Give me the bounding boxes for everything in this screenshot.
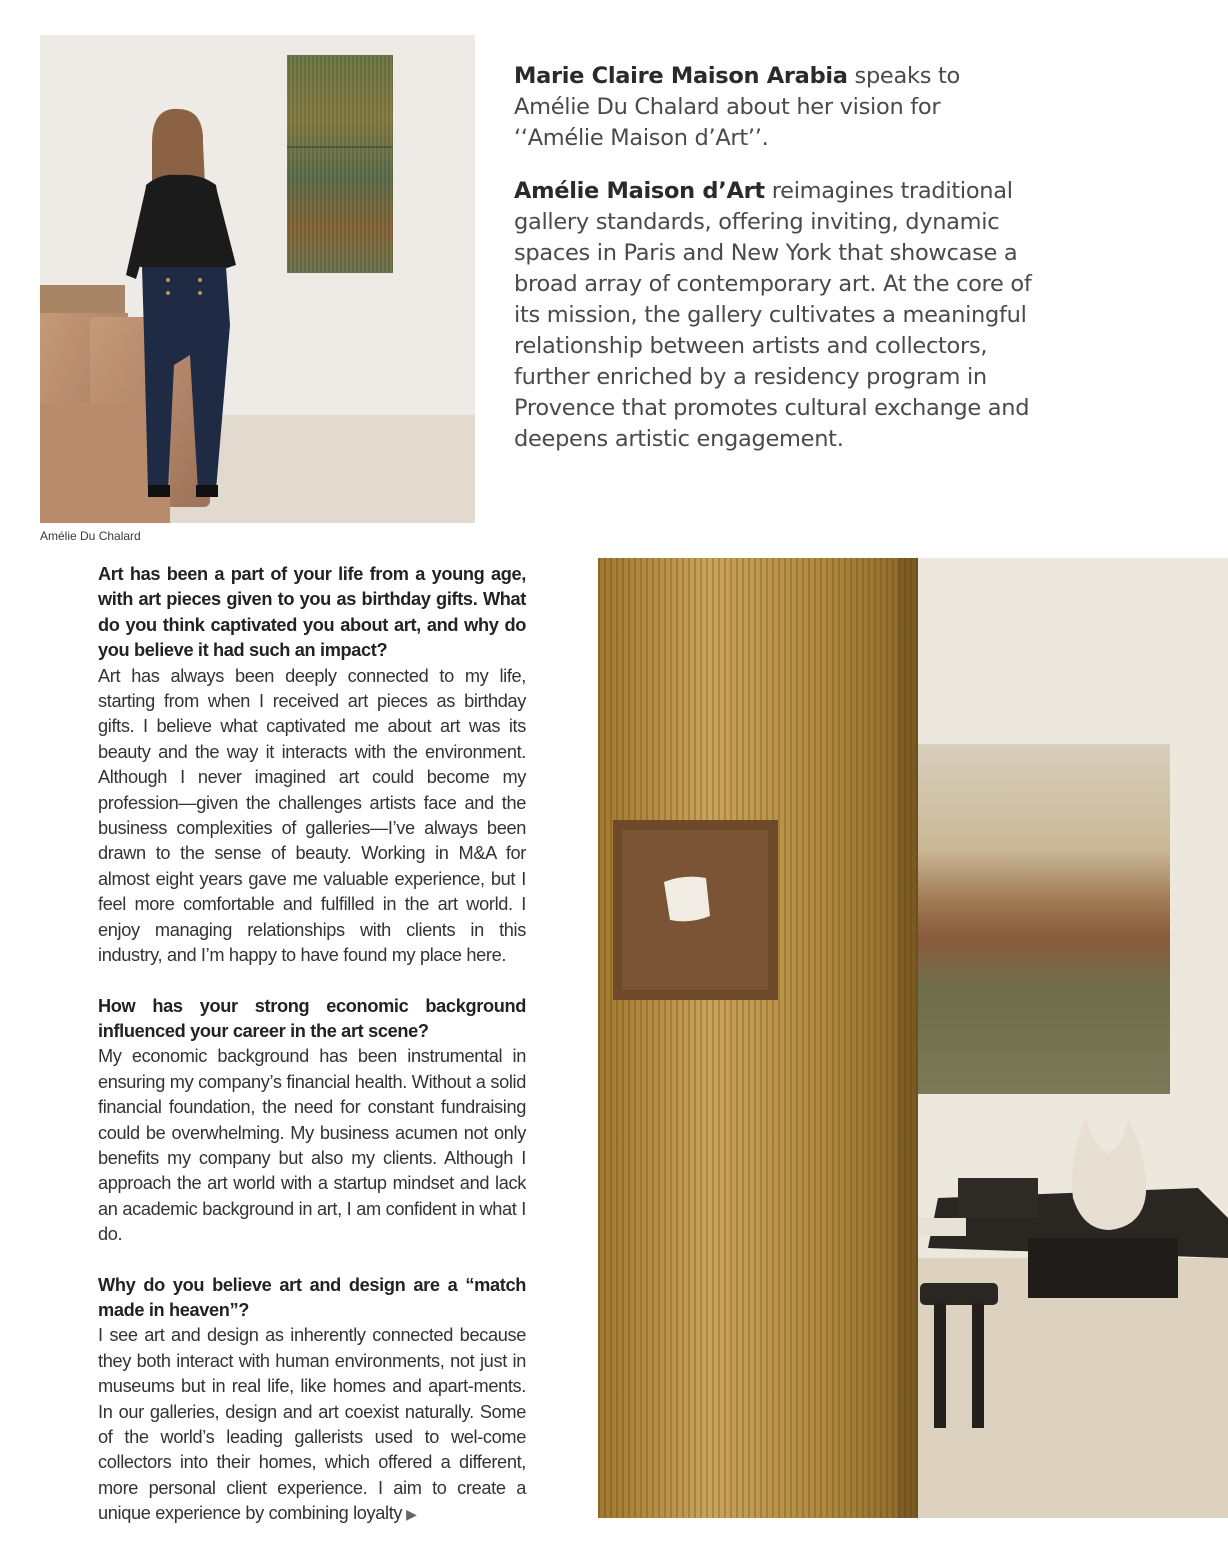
interview-answer-3-wrap xyxy=(98,1323,526,1527)
photo-caption: Amélie Du Chalard xyxy=(40,529,141,543)
interview-question-1: Art has been a part of your life from a young age, with art pieces given to you as birthday gifts. What do you think captivated you about art, and why do you believe it had such an impact? xyxy=(98,564,526,661)
intro-paragraph-1 xyxy=(514,61,1034,154)
interior-illustration xyxy=(598,558,1228,1518)
interview-answer-2: My economic background has been instrumental in ensuring my company’s financial health. Without a solid financial foundation, the need for constant fundraising could be overwhelming. My business acumen not only benefits my company but also my clients. Although I approach the art world with a startup mindset and lack an academic background in art, I am confident in what I do. xyxy=(98,1046,526,1245)
qa-block-2 xyxy=(98,994,526,1248)
interview-article xyxy=(98,562,526,1553)
interview-question-3: Why do you believe art and design are a “match made in heaven”? xyxy=(98,1274,526,1320)
interview-answer-3: I see art and design as inherently connected because they both interact with human environments, not just in museums but in real life, like homes and apart-ments. In our galleries, design and art coexist naturally. Some of the world’s leading gallerists used to wel-come collectors into their homes, which offered a different, more personal client experience. I aim to create a unique experience by combining loyalty xyxy=(98,1325,526,1524)
interview-question-2: How has your strong economic background influenced your career in the art scene? xyxy=(98,995,526,1041)
qa-block-1 xyxy=(98,562,526,969)
intro-block xyxy=(514,61,1034,477)
intro-paragraph-2-text: reimagines traditional gallery standards, offering inviting, dynamic spaces in Paris and New York that showcase a broad array of contemporary art. At the core of its mission, the gallery cultivates a meaningful relationship between artists and collectors, further enriched by a residency program in Provence that promotes cultural exchange and deepens artistic engagement. xyxy=(514,178,1032,452)
gallery-interior-photo xyxy=(598,558,1228,1518)
interview-answer-1: Art has always been deeply connected to my life, starting from when I received art pieces as birthday gifts. I believe what captivated me about art was its beauty and the way it interacts with the environment. Although I never imagined art could become my profession—given the challenges artists face and the business complexities of galleries—I’ve always been drawn to the sense of beauty. Working in M&A for almost eight years gave me valuable experience, but I feel more comfortable and fulfilled in the art world. I enjoy managing relationships with clients in this industry, and I’m happy to have found my place here. xyxy=(98,665,526,966)
intro-publication-name: Marie Claire Maison Arabia xyxy=(514,63,848,89)
intro-paragraph-1-text: speaks to Amélie Du Chalard about her vision for ‘‘Amélie Maison d’Art’’. xyxy=(514,63,960,151)
intro-paragraph-2 xyxy=(514,176,1034,455)
intro-gallery-name: Amélie Maison d’Art xyxy=(514,178,765,204)
portrait-photo xyxy=(40,35,475,523)
continue-arrow-icon: ▶ xyxy=(406,1506,417,1523)
qa-block-3 xyxy=(98,1273,526,1528)
portrait-illustration xyxy=(40,35,475,523)
